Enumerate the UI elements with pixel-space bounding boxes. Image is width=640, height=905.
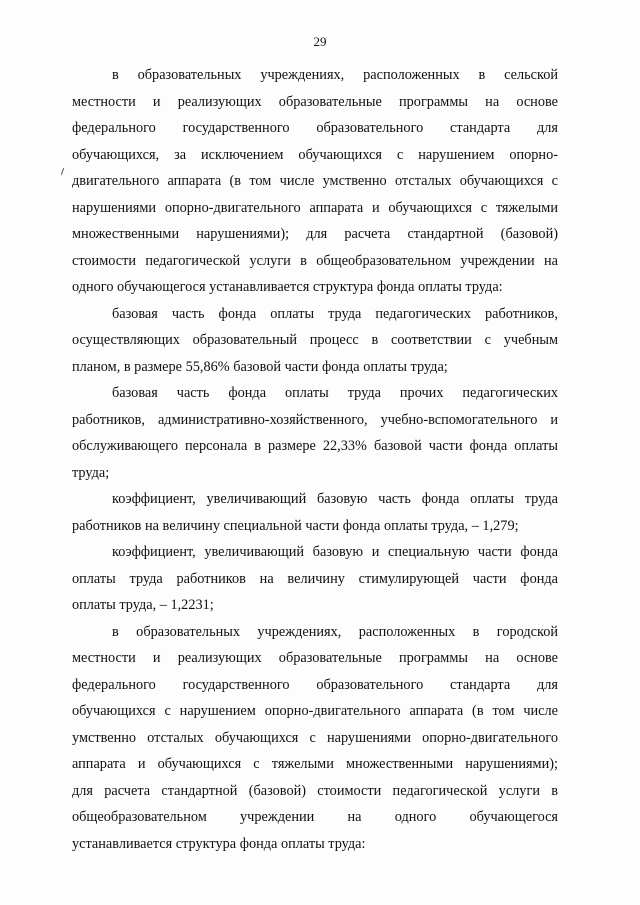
text-line: обучающихся, за исключением обучающихся с нарушением опорно-	[72, 146, 558, 163]
text-line: осуществляющих образовательный процесс в соответствии с учебным	[72, 332, 558, 348]
text-line: обслуживающего персонала в размере 22,33% базовой части фонда оплаты	[72, 438, 558, 454]
text-line: базовая часть фонда оплаты труда прочих педагогических	[112, 385, 558, 401]
text-line: федерального государственного образовательного стандарта для	[72, 120, 558, 136]
text-line: двигательного аппарата (в том числе умственно отсталых обучающихся с	[72, 173, 558, 189]
text-line: нарушениями опорно-двигательного аппарата и обучающихся с тяжелыми	[72, 199, 558, 216]
text-line: местности и реализующих образовательные программы на основе	[72, 93, 558, 110]
text-line: коэффициент, увеличивающий базовую и специальную части фонда	[112, 544, 558, 560]
text-line: множественными нарушениями); для расчета стандартной (базовой)	[72, 226, 558, 242]
text-line: аппарата и обучающихся с тяжелыми множественными нарушениями);	[72, 756, 558, 772]
text-line: в образовательных учреждениях, расположенных в городской	[112, 623, 558, 640]
text-line: планом, в размере 55,86% базовой части фонда оплаты труда;	[72, 358, 448, 375]
text-line: одного обучающегося устанавливается структура фонда оплаты труда:	[72, 279, 503, 295]
page-number: 29	[313, 34, 327, 49]
body-text	[72, 62, 558, 857]
text-line: общеобразовательном учреждении на одного обучающегося	[72, 809, 558, 825]
text-line: труда;	[72, 464, 110, 481]
text-line: коэффициент, увеличивающий базовую часть фонда оплаты труда	[112, 491, 558, 507]
text-line: оплаты труда, – 1,2231;	[72, 597, 214, 613]
text-line: умственно отсталых обучающихся с нарушениями опорно-двигательного	[72, 729, 558, 746]
scan-artifact-mark	[61, 168, 64, 175]
text-line: обучающихся с нарушением опорно-двигательного аппарата (в том числе	[72, 703, 558, 719]
text-line: базовая часть фонда оплаты труда педагогических работников,	[112, 305, 558, 322]
text-line: местности и реализующих образовательные программы на основе	[72, 650, 558, 666]
text-line: в образовательных учреждениях, расположенных в сельской	[112, 67, 558, 83]
text-line: оплаты труда работников на величину стимулирующей части фонда	[72, 570, 558, 587]
text-line: устанавливается структура фонда оплаты труда:	[72, 835, 366, 852]
text-line: работников, административно-хозяйственного, учебно-вспомогательного и	[72, 411, 558, 428]
text-line: работников на величину специальной части фонда оплаты труда, – 1,279;	[72, 517, 519, 534]
text-line: федерального государственного образовательного стандарта для	[72, 676, 558, 693]
text-line: для расчета стандартной (базовой) стоимости педагогической услуги в	[72, 782, 558, 799]
text-line: стоимости педагогической услуги в общеобразовательном учреждении на	[72, 252, 558, 269]
